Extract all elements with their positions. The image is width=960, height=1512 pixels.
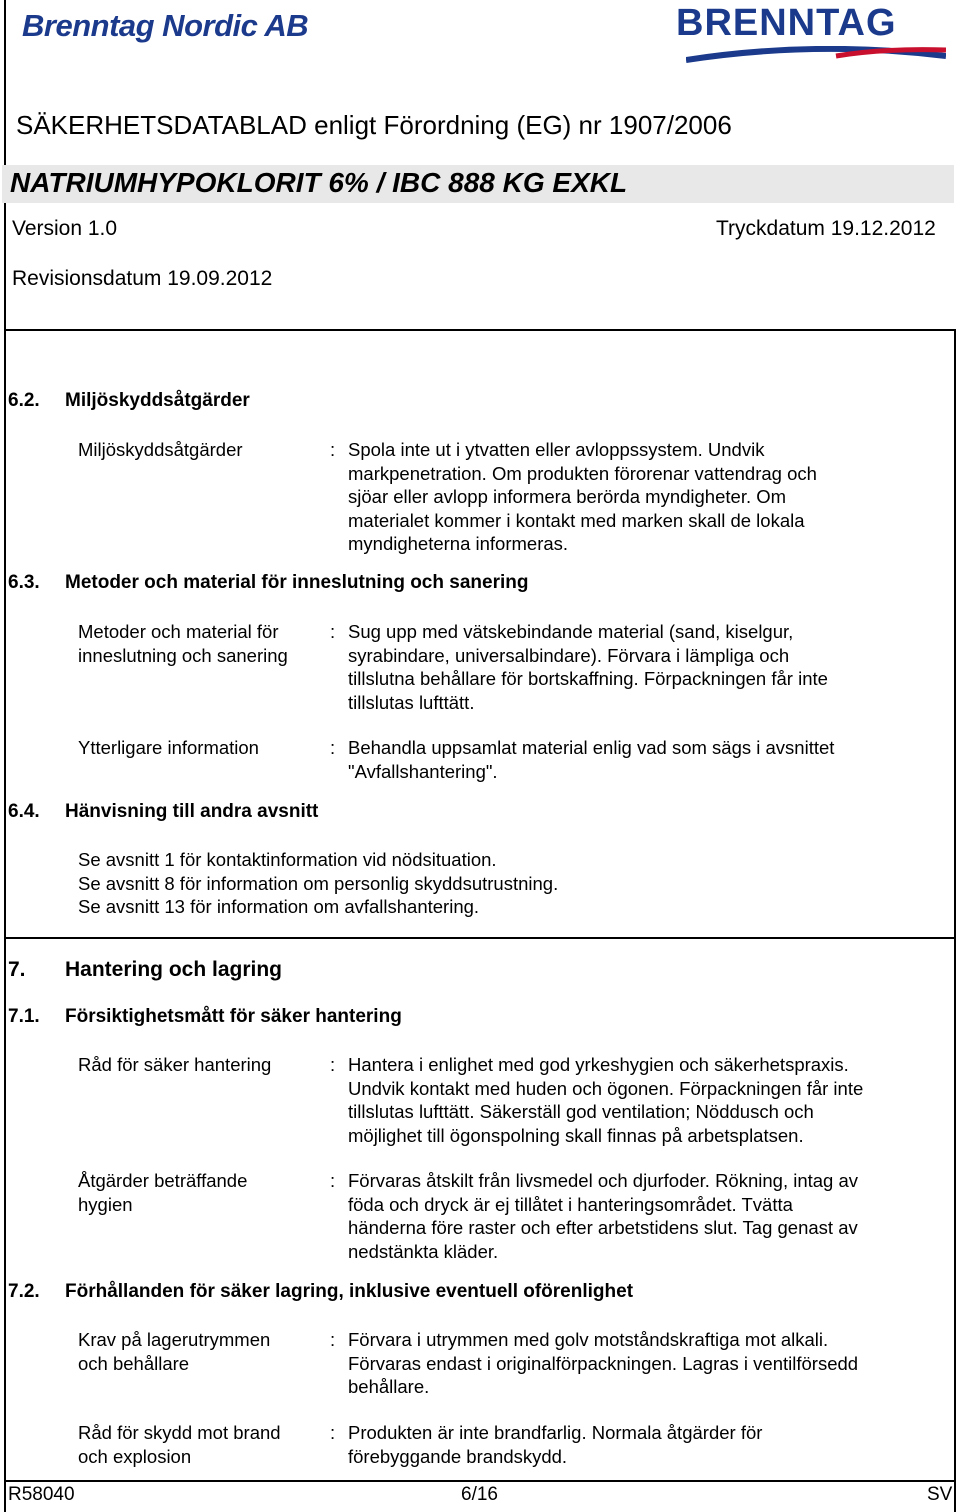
company-name: Brenntag Nordic AB	[22, 8, 309, 43]
logo-text: BRENNTAG	[676, 2, 897, 44]
frame-left-border	[4, 0, 6, 1512]
colon: :	[330, 1329, 336, 1350]
section-title: Metoder och material för inneslutning och sanering	[65, 572, 529, 593]
field-value: Spola inte ut i ytvatten eller avloppssystem. Undvik markpenetration. Om produkten förorenar vattendrag och sjöar eller avlopp informera berörda myndigheter. Om materialet kommer i kontakt med marken skall de lokala myndigheterna informeras.	[348, 439, 817, 554]
section-number: 6.3.	[8, 572, 40, 593]
document-title: SÄKERHETSDATABLAD enligt Förordning (EG) nr 1907/2006	[16, 110, 732, 140]
field-value: Sug upp med vätskebindande material (sand, kiselgur, syrabindare, universalbindare). Förvara i lämpliga och tillslutna behållare för bortskaffning. Förpackningen får inte tillslutas lufttätt.	[348, 621, 828, 713]
page-number: 6/16	[461, 1484, 498, 1505]
field-label: Metoder och material för inneslutning och sanering	[78, 621, 288, 666]
version: Version 1.0	[12, 217, 118, 240]
field-label: Råd för säker hantering	[78, 1054, 272, 1075]
footer-divider	[4, 1480, 956, 1482]
revision-date: Revisionsdatum 19.09.2012	[12, 267, 273, 290]
field-label: Krav på lagerutrymmen och behållare	[78, 1329, 271, 1374]
field-value: Förvaras åtskilt från livsmedel och djurfoder. Rökning, intag av föda och dryck är ej tillåtet i hanteringsområdet. Tvätta händerna före raster och efter arbetstidens slut. Tag genast av nedstänkta kläder.	[348, 1170, 859, 1262]
colon: :	[330, 1054, 336, 1075]
colon: :	[330, 1170, 336, 1191]
section-title: Hantering och lagring	[65, 958, 283, 981]
print-date: Tryckdatum 19.12.2012	[716, 217, 936, 240]
colon: :	[330, 1422, 336, 1443]
field-value: Behandla uppsamlat material enlig vad som sägs i avsnittet "Avfallshantering".	[348, 737, 835, 782]
colon: :	[330, 439, 336, 460]
section-title: Försiktighetsmått för säker hantering	[65, 1006, 402, 1027]
section-number: 7.1.	[8, 1006, 40, 1027]
brenntag-logo	[676, 2, 946, 64]
logo-swoosh-icon	[686, 46, 946, 64]
language-code: SV	[927, 1484, 953, 1505]
field-label: Råd för skydd mot brand och explosion	[78, 1422, 281, 1467]
section-title: Miljöskyddsåtgärder	[65, 390, 250, 411]
colon: :	[330, 737, 336, 758]
section-title: Förhållanden för säker lagring, inklusive eventuell oförenlighet	[65, 1281, 634, 1302]
field-value: Hantera i enlighet med god yrkeshygien och säkerhetspraxis. Undvik kontakt med huden och ögonen. Förpackningen får inte tillslutas lufttätt. Säkerställ god ventilation; Nöddusch och möjlighet till ögonspolning skall finnas på arbetsplatsen.	[348, 1054, 864, 1146]
section-number: 7.2.	[8, 1281, 40, 1302]
field-label: Miljöskyddsåtgärder	[78, 439, 243, 460]
field-label: Åtgärder beträffande hygien	[78, 1170, 248, 1215]
section-number: 6.2.	[8, 390, 40, 411]
product-name: NATRIUMHYPOKLORIT 6% / IBC 888 KG EXKL	[10, 167, 628, 198]
colon: :	[330, 621, 336, 642]
document-code: R58040	[8, 1484, 75, 1505]
field-value: Förvara i utrymmen med golv motståndskraftiga mot alkali. Förvaras endast i originalförpackningen. Lagras i ventilförsedd behållare.	[348, 1329, 859, 1397]
section-title: Hänvisning till andra avsnitt	[65, 801, 319, 822]
section-number: 6.4.	[8, 801, 40, 822]
frame-right-border	[954, 330, 956, 1512]
section-number: 7.	[8, 958, 26, 981]
header-divider	[4, 329, 956, 331]
reference-lines: Se avsnitt 1 för kontaktinformation vid nödsituation. Se avsnitt 8 för information om personlig skyddsutrustning. Se avsnitt 13 för information om avfallshantering.	[78, 849, 559, 917]
field-label: Ytterligare information	[78, 737, 259, 758]
field-value: Produkten är inte brandfarlig. Normala åtgärder för förebyggande brandskydd.	[348, 1422, 763, 1467]
section-divider	[4, 937, 956, 939]
